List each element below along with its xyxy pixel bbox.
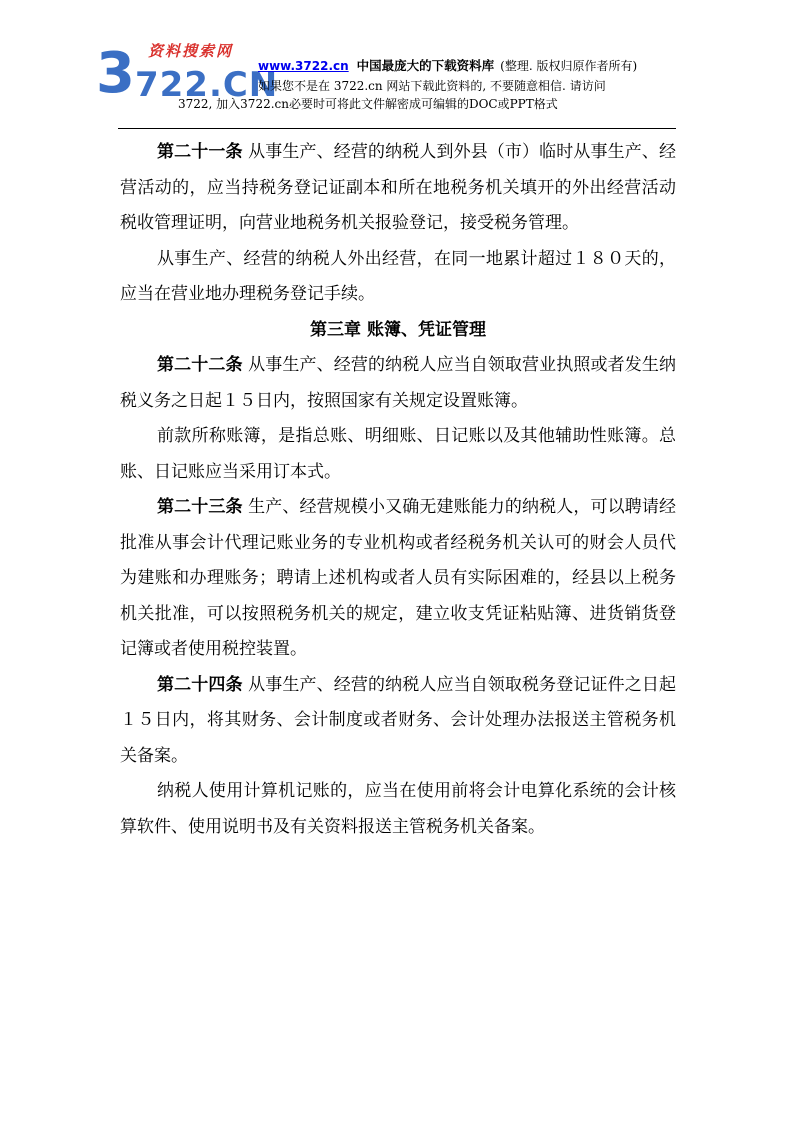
paragraph: 前款所称账簿，是指总账、明细账、日记账以及其他辅助性账簿。总账、日记账应当采用订本式。 xyxy=(120,426,676,482)
article-label: 第二十一条 xyxy=(157,142,243,162)
logo-tagline: 资料搜索网 xyxy=(148,42,234,60)
logo-wordmark xyxy=(96,41,279,106)
article-text: 从事生产、经营的纳税人到外县（市）临时从事生产、经营活动的，应当持税务登记证副本和所在地税务机关填开的外出经营活动税收管理证明，向营业地税务机关报验登记，接受税务管理。 xyxy=(120,142,677,233)
site-url-link[interactable]: www.3722.cn xyxy=(258,59,349,73)
site-logo[interactable] xyxy=(96,40,279,106)
paragraph: 纳税人使用计算机记账的，应当在使用前将会计电算化系统的会计核算软件、使用说明书及有关资料报送主管税务机关备案。 xyxy=(120,781,676,837)
article-label: 第二十二条 xyxy=(157,355,243,375)
paragraph: 从事生产、经营的纳税人外出经营，在同一地累计超过１８０天的，应当在营业地办理税务登记手续。 xyxy=(120,248,676,304)
header-line-1 xyxy=(258,56,637,74)
site-slogan: 中国最庞大的下载资料库 xyxy=(356,58,495,73)
article-24 xyxy=(120,668,676,775)
article-21 xyxy=(120,135,676,242)
header-line-3: 3722, 加入3722.cn必要时可将此文件解密成可编辑的DOC或PPT格式 xyxy=(178,97,558,111)
logo-digit: 3 xyxy=(96,41,135,106)
article-text: 生产、经营规模小又确无建账能力的纳税人，可以聘请经批准从事会计代理记账业务的专业机构或者经税务机关认可的财会人员代为建账和办理账务；聘请上述机构或者人员有实际困难的，经县以上税务机关批准，可以按照税务机关的规定，建立收支凭证粘贴簿、进货销货登记簿或者使用税控装置。 xyxy=(120,497,677,659)
article-22 xyxy=(120,348,676,419)
article-label: 第二十四条 xyxy=(157,674,243,695)
article-23 xyxy=(120,490,676,668)
article-label: 第二十三条 xyxy=(157,497,243,517)
chapter-heading: 第三章 账簿、凭证管理 xyxy=(310,319,486,340)
logo-domain: 722.CN xyxy=(134,65,279,105)
header-line-2: 如果您不是在 3722.cn 网站下载此资料的, 不要随意相信. 请访问 xyxy=(258,79,606,93)
header-divider xyxy=(118,128,676,129)
page-header xyxy=(0,0,794,130)
article-text: 从事生产、经营的纳税人应当自领取营业执照或者发生纳税义务之日起１５日内，按照国家有关规定设置账簿。 xyxy=(120,355,677,411)
copyright-note: (整理. 版权归原作者所有) xyxy=(500,59,638,73)
article-text: 从事生产、经营的纳税人应当自领取税务登记证件之日起１５日内，将其财务、会计制度或者财务、会计处理办法报送主管税务机关备案。 xyxy=(120,674,677,766)
document-body xyxy=(120,135,676,845)
